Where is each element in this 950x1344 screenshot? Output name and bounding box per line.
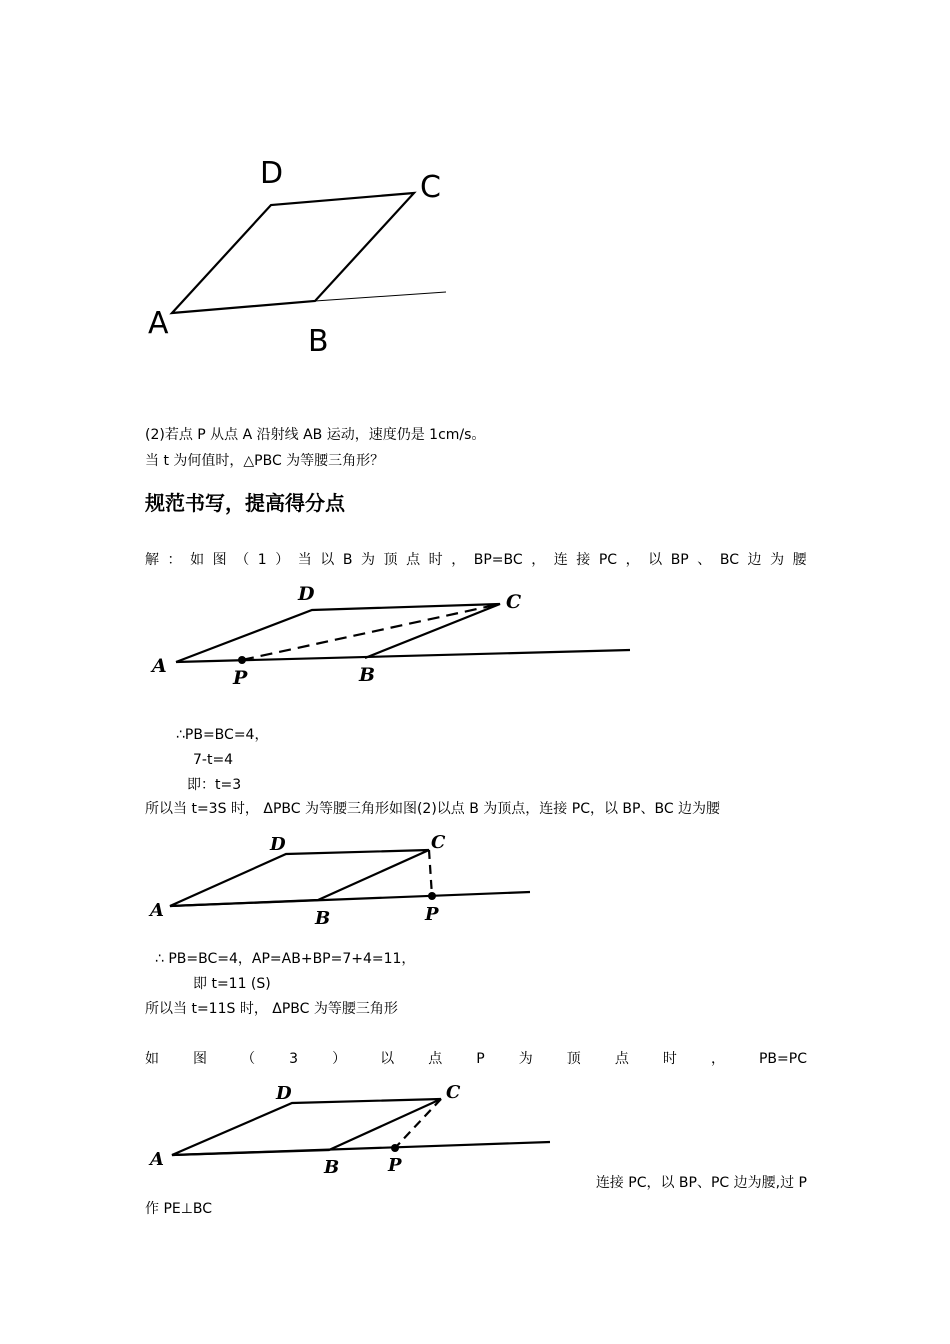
- case1-step-1: ∴PB=BC=4，: [176, 727, 269, 743]
- case1-conclusion: 所以当 t=3S 时， ΔPBC 为等腰三角形如图(2)以点 B 为顶点，连接 PC，以 BP、BC 边为腰: [145, 801, 721, 817]
- label-b: B: [308, 324, 329, 359]
- figure-case-3: [140, 1078, 560, 1182]
- label-b: B: [359, 664, 376, 686]
- problem-line-1: (2)若点 P 从点 A 沿射线 AB 运动，速度仍是 1cm/s。: [145, 427, 486, 443]
- label-c: C: [506, 591, 522, 613]
- section-heading: 规范书写，提高得分点: [145, 491, 345, 515]
- label-c: C: [446, 1082, 461, 1103]
- label-p: P: [388, 1155, 402, 1176]
- dashed-pc: [242, 604, 500, 660]
- label-p: P: [233, 667, 248, 689]
- label-d: D: [270, 834, 286, 855]
- problem-line-2: 当 t 为何值时，△PBC 为等腰三角形？: [145, 453, 385, 469]
- case3-intro-line: 如 图 （ 3 ） 以 点 P 为 顶 点 时 ， PB=PC: [145, 1051, 807, 1067]
- point-p: [391, 1144, 399, 1152]
- label-d: D: [276, 1083, 292, 1104]
- label-a: A: [152, 655, 167, 677]
- case2-conclusion: 所以当 t=11S 时， ΔPBC 为等腰三角形: [145, 1001, 398, 1017]
- case1-step-2: 7-t=4: [193, 752, 234, 768]
- point-p: [238, 656, 246, 664]
- point-p: [428, 892, 436, 900]
- label-b: B: [315, 908, 331, 929]
- label-p: P: [425, 904, 439, 925]
- case1-step-3: 即：t=3: [187, 777, 242, 793]
- label-d: D: [298, 583, 315, 605]
- label-c: C: [420, 170, 441, 205]
- figure-case-1: [140, 578, 640, 690]
- parallelogram-edges: [176, 604, 500, 662]
- label-a: A: [148, 306, 169, 341]
- figure-case-2: [140, 828, 540, 930]
- figure-parallelogram-top: [140, 145, 460, 360]
- case3-right-text: 连接 PC，以 BP、PC 边为腰,过 P: [595, 1175, 807, 1191]
- case3-last-line: 作 PE⊥BC: [145, 1201, 213, 1217]
- label-c: C: [431, 832, 446, 853]
- parallelogram-abcd: [172, 193, 414, 313]
- case2-step-2: 即 t=11 (S): [193, 976, 271, 992]
- case1-intro-line: 解 ： 如 图 （ 1 ） 当 以 B 为 顶 点 时 ， BP=BC ， 连 接 PC ， 以 BP 、 BC 边 为 腰: [145, 552, 807, 568]
- dashed-pc: [395, 1099, 441, 1148]
- dashed-pc: [429, 850, 432, 896]
- label-a: A: [150, 900, 164, 921]
- case2-step-1: ∴ PB=BC=4，AP=AB+BP=7+4=11，: [155, 951, 416, 967]
- label-b: B: [324, 1157, 340, 1178]
- label-d: D: [260, 156, 284, 191]
- ray-ab-extension: [315, 292, 446, 301]
- label-a: A: [150, 1149, 164, 1170]
